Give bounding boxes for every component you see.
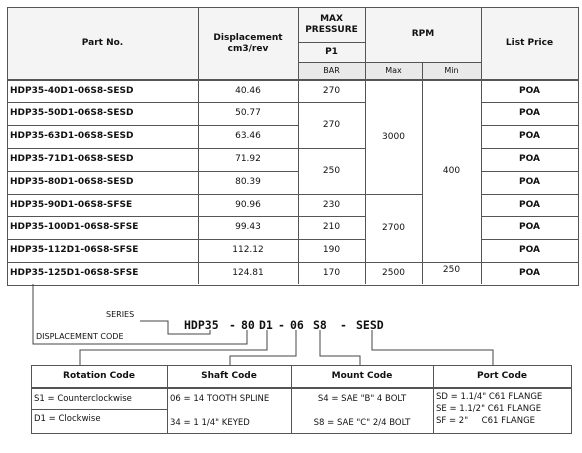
header-rpm: RPM — [411, 29, 435, 39]
row-price: POA — [519, 154, 540, 164]
row-displacement: 99.43 — [235, 222, 261, 232]
code-rotation: D1 — [259, 318, 273, 332]
row-displacement: 63.46 — [235, 131, 261, 141]
rotation-code-d1: D1 = Clockwise — [34, 413, 101, 424]
legend-divider — [31, 409, 167, 410]
legend-header-rotation: Rotation Code — [63, 370, 135, 381]
shaft-code-06: 06 = 14 TOOTH SPLINE — [170, 393, 270, 404]
series-label: SERIES — [106, 310, 135, 319]
code-port: SESD — [356, 318, 384, 332]
header-part-no: Part No. — [81, 38, 124, 48]
code-mount: S8 — [313, 318, 327, 332]
row-part: HDP35-63D1-06S8-SESD — [10, 131, 134, 141]
legend-header-port: Port Code — [477, 370, 527, 381]
row-price: POA — [519, 131, 540, 141]
row-displacement: 71.92 — [235, 154, 261, 164]
shaft-code-34: 34 = 1 1/4" KEYED — [170, 417, 250, 428]
code-dash: - — [278, 318, 285, 332]
row-part: HDP35-100D1-06S8-SFSE — [10, 222, 139, 232]
rpm-max-value: 2700 — [382, 222, 405, 233]
mount-code-s4: S4 = SAE "B" 4 BOLT — [317, 393, 407, 404]
header-displacement: Displacement cm3/rev — [213, 32, 283, 54]
legend-border — [31, 365, 572, 434]
port-code-sd: SD = 1.1/4" C61 FLANGE — [436, 391, 543, 402]
row-price: POA — [519, 245, 540, 255]
row-displacement: 40.46 — [235, 85, 261, 96]
row-price: POA — [519, 85, 540, 96]
row-part: HDP35-50D1-06S8-SESD — [10, 108, 134, 118]
rpm-max-value: 2500 — [382, 267, 405, 278]
legend-header-mount: Mount Code — [331, 370, 393, 381]
displacement-code-label: DISPLACEMENT CODE — [36, 332, 124, 341]
row-displacement: 124.81 — [232, 267, 264, 278]
row-displacement: 90.96 — [235, 199, 261, 210]
legend-divider — [433, 365, 434, 433]
bar-value: 170 — [322, 267, 341, 278]
row-part: HDP35-71D1-06S8-SESD — [10, 154, 134, 164]
header-bar: BAR — [323, 66, 340, 75]
code-shaft: 06 — [290, 318, 304, 332]
header-max-pressure: MAX PRESSURE — [305, 13, 358, 35]
row-displacement: 80.39 — [235, 177, 261, 187]
legend-divider — [167, 365, 168, 433]
header-rpm-max: Max — [385, 66, 402, 75]
row-price: POA — [519, 199, 540, 210]
bar-value: 210 — [322, 222, 341, 232]
port-code-sf: SF = 2" C61 FLANGE — [436, 415, 536, 426]
row-price: POA — [519, 222, 540, 232]
code-series: HDP35 — [184, 318, 219, 332]
row-part: HDP35-80D1-06S8-SESD — [10, 177, 134, 187]
legend-header-shaft: Shaft Code — [201, 370, 257, 381]
rpm-min-value: 250 — [442, 264, 461, 275]
header-list-price: List Price — [505, 38, 554, 48]
legend-divider — [31, 387, 571, 389]
row-part: HDP35-40D1-06S8-SESD — [10, 85, 134, 96]
legend-divider — [291, 365, 292, 433]
mount-code-s8: S8 = SAE "C" 2/4 BOLT — [313, 417, 411, 428]
header-p1: P1 — [325, 46, 338, 57]
rpm-max-value: 3000 — [382, 131, 405, 142]
bar-value: 270 — [322, 85, 341, 96]
bar-value: 270 — [322, 119, 341, 130]
rpm-min-value: 400 — [442, 165, 461, 176]
bar-value: 190 — [322, 245, 341, 255]
code-dash: - — [229, 318, 236, 332]
row-price: POA — [519, 177, 540, 187]
bar-value: 250 — [322, 165, 341, 176]
row-displacement: 50.77 — [235, 108, 261, 118]
row-part: HDP35-112D1-06S8-SFSE — [10, 245, 139, 255]
code-displacement: 80 — [241, 318, 255, 332]
code-dash: - — [340, 318, 347, 332]
row-price: POA — [519, 108, 540, 118]
header-rpm-min: Min — [444, 66, 459, 75]
row-part: HDP35-90D1-06S8-SFSE — [10, 199, 133, 210]
rotation-code-s1: S1 = Counterclockwise — [34, 393, 132, 404]
port-code-se: SE = 1.1/2" C61 FLANGE — [436, 403, 542, 414]
row-price: POA — [519, 267, 540, 278]
row-part: HDP35-125D1-06S8-SFSE — [10, 267, 139, 278]
row-displacement: 112.12 — [232, 245, 264, 255]
bar-value: 230 — [322, 199, 341, 210]
